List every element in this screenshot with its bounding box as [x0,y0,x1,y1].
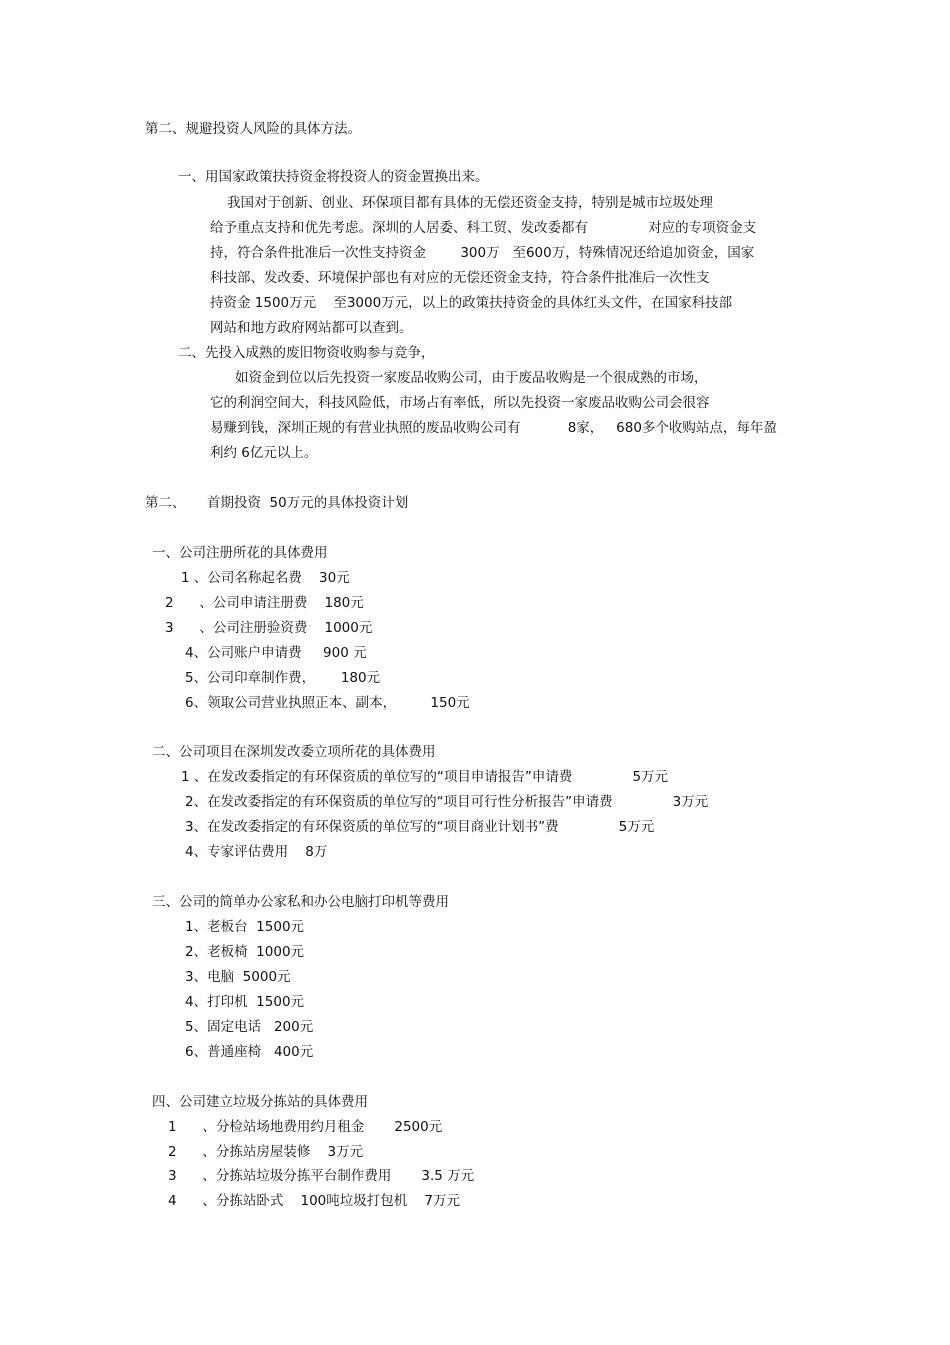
list-item: 3、在发改委指定的有环保资质的单位写的“项目商业计划书”费 5万元 [185,819,655,835]
paragraph-line: 如资金到位以后先投资一家废品收购公司，由于废品收购是一个很成熟的市场， [235,370,708,386]
list-item: 2 、公司申请注册费 180元 [165,595,364,611]
section1-title: 第二、规避投资人风险的具体方法。 [145,121,361,137]
paragraph-line: 给予重点支持和优先考虑。深圳的人居委、科工贸、发改委都有 对应的专项资金支 [210,220,757,236]
list-item: 1、老板台 1500元 [185,919,305,935]
paragraph-line: 利约 6亿元以上。 [210,445,318,461]
list-item: 6、普通座椅 400元 [185,1044,314,1060]
list-item: 1 、公司名称起名费 30元 [181,570,350,586]
list-item: 3 、公司注册验资费 1000元 [165,620,373,636]
section1-item2-heading: 二、先投入成熟的废旧物资收购参与竞争， [178,345,435,361]
list-item: 1 、分检站场地费用约月租金 2500元 [168,1119,443,1135]
list-item: 3 、分拣站垃圾分拣平台制作费用 3.5 万元 [168,1168,475,1184]
section1-item1-heading: 一、用国家政策扶持资金将投资人的资金置换出来。 [178,169,489,185]
list-item: 5、固定电话 200元 [185,1019,314,1035]
list-item: 3、电脑 5000元 [185,969,291,985]
list-item: 4、公司账户申请费 900 元 [185,645,367,661]
list-item: 4 、分拣站卧式 100吨垃圾打包机 7万元 [168,1193,461,1209]
list-item: 5、公司印章制作费， 180元 [185,670,381,686]
paragraph-line: 网站和地方政府网站都可以查到。 [210,320,413,336]
list-item: 6、领取公司营业执照正本、副本， 150元 [185,695,470,711]
group-heading: 一、公司注册所花的具体费用 [152,545,328,561]
group-heading: 三、公司的简单办公家私和办公电脑打印机等费用 [152,894,449,910]
list-item: 2、老板椅 1000元 [185,944,305,960]
paragraph-line: 科技部、发改委、环境保护部也有对应的无偿还资金支持，符合条件批准后一次性支 [210,270,710,286]
list-item: 2 、分拣站房屋装修 3万元 [168,1144,364,1160]
list-item: 4、打印机 1500元 [185,994,305,1010]
section2-title: 第二、 首期投资 50万元的具体投资计划 [145,495,409,511]
paragraph-line: 易赚到钱，深圳正规的有营业执照的废品收购公司有 8家， 680多个收购站点，每年盈 [210,420,777,436]
list-item: 1 、在发改委指定的有环保资质的单位写的“项目申请报告”申请费 5万元 [181,769,669,785]
list-item: 2、在发改委指定的有环保资质的单位写的“项目可行性分析报告”申请费 3万元 [185,794,709,810]
group-heading: 二、公司项目在深圳发改委立项所花的具体费用 [152,744,436,760]
paragraph-line: 它的利润空间大，科技风险低，市场占有率低，所以先投资一家废品收购公司会很容 [210,395,710,411]
list-item: 4、专家评估费用 8万 [185,844,328,860]
paragraph-line: 持，符合条件批准后一次性支持资金 300万 至600万，特殊情况还给追加资金，国家 [210,245,755,261]
paragraph-line: 持资金 1500万元 至3000万元，以上的政策扶持资金的具体红头文件，在国家科技部 [210,295,733,311]
group-heading: 四、公司建立垃圾分拣站的具体费用 [152,1094,368,1110]
paragraph-line: 我国对于创新、创业、环保项目都有具体的无偿还资金支持，特别是城市垃圾处理 [227,195,713,211]
